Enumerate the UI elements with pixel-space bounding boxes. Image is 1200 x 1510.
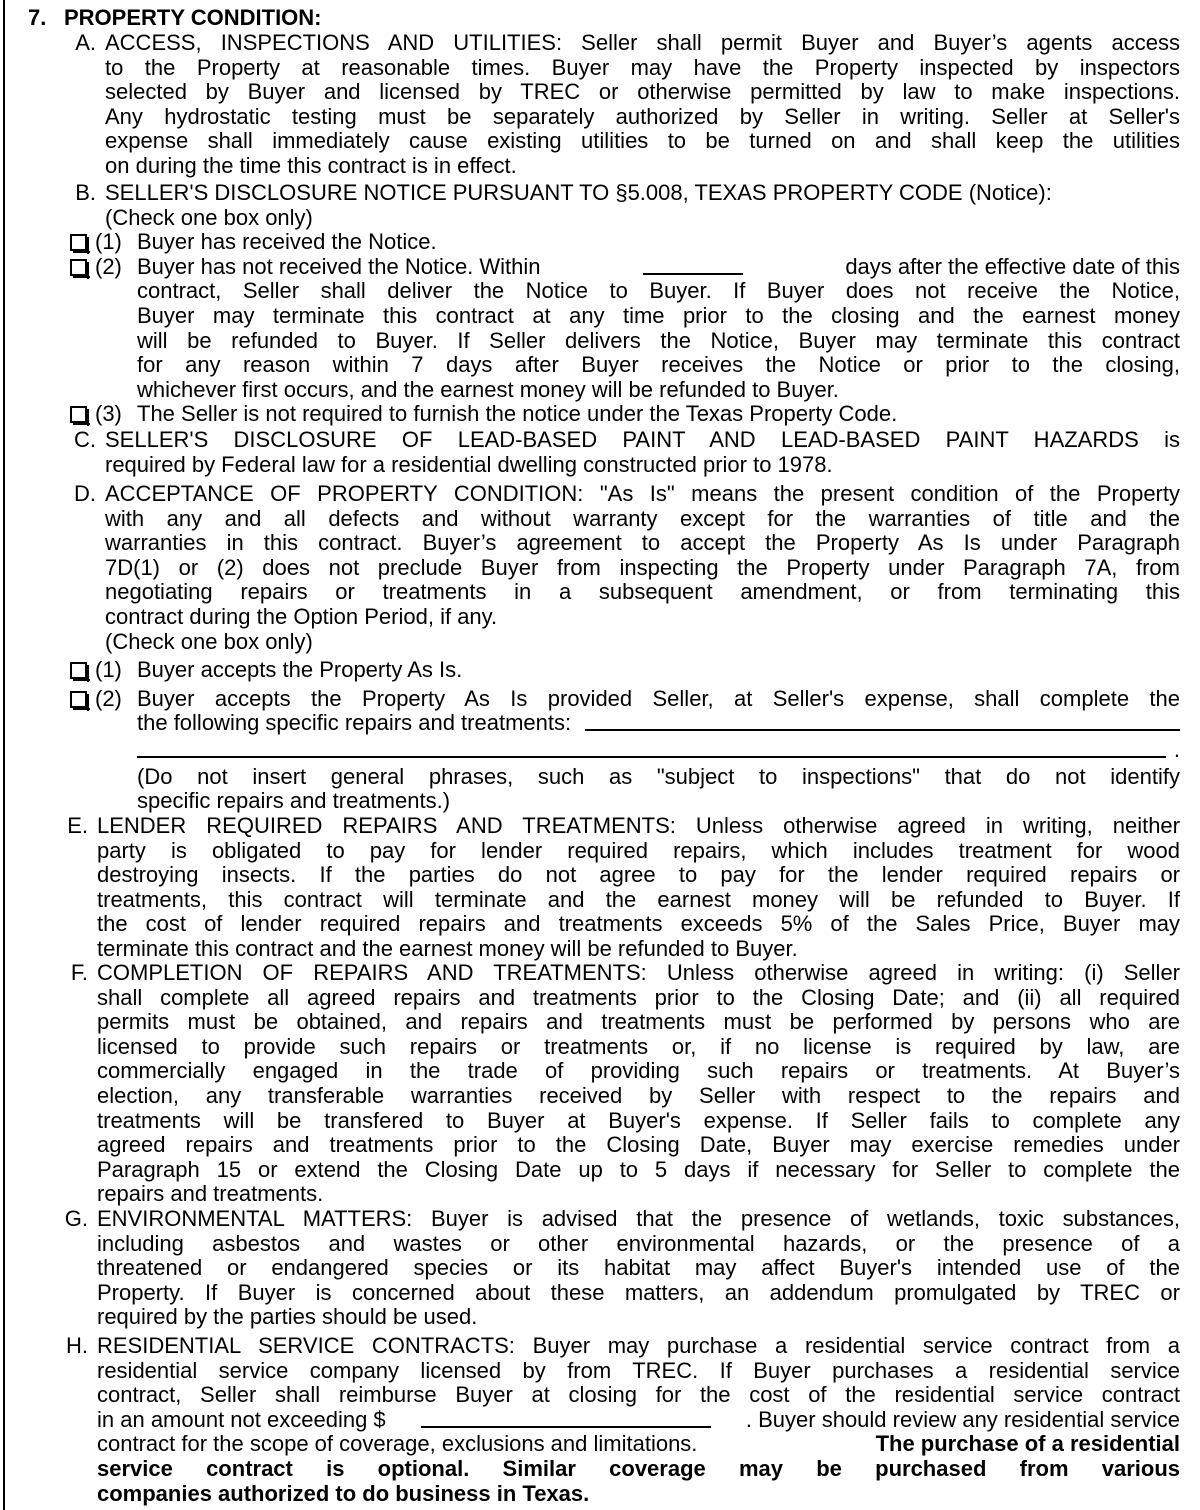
paragraph-c [0, 428, 1200, 477]
option-text-post: days after the effective date of this [845, 253, 1180, 279]
text-line [137, 255, 1180, 280]
text-line: licensed to provide such repairs or treatments or, if no license is required by law, are [97, 1033, 1180, 1059]
text-line: contract during the Option Period, if any. [105, 603, 498, 629]
text-line-bold: companies authorized to do business in Texas. [97, 1480, 590, 1506]
text-line: required by Federal law for a residential dwelling constructed prior to 1978. [105, 451, 833, 477]
checkbox-d2[interactable] [70, 691, 87, 708]
amount-label: in an amount not exceeding $ [97, 1406, 386, 1432]
paragraph-b [0, 181, 1200, 427]
repairs-blank-field-1[interactable] [585, 711, 1180, 731]
text-line: Paragraph 15 or extend the Closing Date up to 5 days if necessary for Seller to complete the [97, 1156, 1180, 1182]
text-line: ACCESS, INSPECTIONS AND UTILITIES: Seller shall permit Buyer and Buyer’s agents access [105, 30, 1180, 55]
paragraph-e [0, 814, 1200, 962]
text-line: whichever first occurs, and the earnest money will be refunded to Buyer. [137, 376, 839, 402]
section-title: PROPERTY CONDITION: [64, 5, 322, 30]
text-line: to the Property at reasonable times. Buyer may have the Property inspected by inspectors [105, 54, 1180, 80]
text-line: party is obligated to pay for lender required repairs, which includes treatment for wood [97, 837, 1180, 863]
text-line: Any hydrostatic testing must be separately authorized by Seller in writing. Seller at Seller's [105, 103, 1180, 129]
checkbox-d1[interactable] [70, 662, 87, 679]
option-number: (2) [95, 253, 122, 279]
paragraph-letter: B. [75, 180, 96, 205]
paragraph-letter: D. [74, 481, 96, 506]
text-line: required by the parties should be used. [97, 1304, 478, 1330]
option-number: (1) [95, 657, 122, 683]
text-line: Property. If Buyer is concerned about these matters, an addendum promulgated by TREC or [97, 1279, 1180, 1305]
text-line: agreed repairs and treatments prior to the Closing Date, Buyer may exercise remedies under [97, 1132, 1180, 1158]
paragraph-letter: F. [70, 960, 88, 985]
text-line: shall complete all agreed repairs and treatments prior to the Closing Date; and (ii) all required [97, 984, 1180, 1010]
text-line: warranties in this contract. Buyer’s agreement to accept the Property As Is under Paragraph [105, 530, 1180, 556]
paragraph-letter: H. [66, 1333, 88, 1358]
paragraph-letter: C. [74, 427, 96, 452]
text-line: on during the time this contract is in effect. [105, 152, 517, 178]
text-line: Buyer accepts the Property As Is provided Seller, at Seller's expense, shall complete the [137, 685, 1180, 711]
text-line: ACCEPTANCE OF PROPERTY CONDITION: "As Is" means the present condition of the Property [105, 481, 1180, 506]
option-number: (3) [95, 401, 122, 427]
text-line: permits must be obtained, and repairs and treatments must be performed by persons who are [97, 1009, 1180, 1035]
text-line: (Do not insert general phrases, such as "subject to inspections" that do not identify [137, 763, 1180, 789]
text-line: selected by Buyer and licensed by TREC or otherwise permitted by law to make inspections. [105, 79, 1180, 105]
text-line: (Check one box only) [105, 628, 313, 654]
text-bold: The purchase of a residential [875, 1431, 1180, 1457]
amount-blank-field[interactable] [421, 1408, 711, 1428]
text-line: terminate this contract and the earnest money will be refunded to Buyer. [97, 935, 798, 961]
text-line: SELLER'S DISCLOSURE OF LEAD-BASED PAINT AND LEAD-BASED PAINT HAZARDS is [105, 427, 1180, 452]
text-line: will be refunded to Buyer. If Seller delivers the Notice, Buyer may terminate this contract [137, 327, 1180, 353]
text-line: for any reason within 7 days after Buyer receives the Notice or prior to the closing, [137, 352, 1180, 378]
text-line: repairs and treatments. [97, 1181, 324, 1207]
text-line: threatened or endangered species or its habitat may affect Buyer's intended use of the [97, 1255, 1180, 1281]
text-line: Buyer may terminate this contract at any time prior to the closing and the earnest money [137, 302, 1180, 328]
option-text: Buyer accepts the Property As Is. [137, 657, 463, 683]
paragraph-letter: G. [64, 1206, 88, 1231]
text-line: RESIDENTIAL SERVICE CONTRACTS: Buyer may purchase a residential service contract from a [97, 1333, 1180, 1358]
text-line-bold: service contract is optional. Similar coverage may be purchased from various [97, 1455, 1180, 1481]
checkbox-b3[interactable] [70, 406, 87, 423]
section-heading [28, 6, 322, 30]
text-plain: contract for the scope of coverage, exclusions and limitations. [97, 1431, 698, 1457]
text-line: LENDER REQUIRED REPAIRS AND TREATMENTS: Unless otherwise agreed in writing, neither [97, 813, 1180, 838]
amount-post-text: . Buyer should review any residential service [745, 1406, 1180, 1432]
paragraph-h [0, 1334, 1200, 1506]
text-line: 7D(1) or (2) does not preclude Buyer from inspecting the Property under Paragraph 7A, from [105, 554, 1180, 580]
text-line: election, any transferable warranties received by Seller with respect to the repairs and [97, 1082, 1180, 1108]
text-line: the cost of lender required repairs and treatments exceeds 5% of the Sales Price, Buyer may [97, 911, 1180, 937]
section-number: 7. [28, 5, 47, 30]
text-line: COMPLETION OF REPAIRS AND TREATMENTS: Unless otherwise agreed in writing: (i) Seller [97, 960, 1180, 985]
text-line [97, 1408, 1180, 1433]
days-blank-field[interactable] [643, 255, 743, 275]
text-line: negotiating repairs or treatments in a subsequent amendment, or from terminating this [105, 579, 1180, 605]
text-line: commercially engaged in the trade of providing such repairs or treatments. At Buyer’s [97, 1058, 1180, 1084]
option-text-pre: Buyer has not received the Notice. Within [137, 253, 541, 279]
text-line [137, 738, 1180, 763]
option-number: (1) [95, 229, 122, 255]
option-text: The Seller is not required to furnish the notice under the Texas Property Code. [137, 401, 898, 427]
text-line: (Check one box only) [105, 204, 313, 230]
text-line: SELLER'S DISCLOSURE NOTICE PURSUANT TO §5.008, TEXAS PROPERTY CODE (Notice): [105, 180, 1052, 205]
paragraph-letter: A. [75, 30, 96, 55]
paragraph-a [0, 31, 1200, 179]
text-line: destroying insects. If the parties do not agree to pay for the lender required repairs or [97, 862, 1180, 888]
text-line [137, 711, 1180, 736]
text-line: treatments will be transfered to Buyer at Buyer's expense. If Seller fails to complete any [97, 1107, 1180, 1133]
option-text: Buyer has received the Notice. [137, 229, 437, 255]
text-line: ENVIRONMENTAL MATTERS: Buyer is advised that the presence of wetlands, toxic substances, [97, 1206, 1180, 1231]
paragraph-f [0, 961, 1200, 1207]
text-line [97, 1432, 1180, 1457]
text-line: contract, Seller shall reimburse Buyer at closing for the cost of the residential service contract [97, 1382, 1180, 1408]
checkbox-b2[interactable] [70, 259, 87, 276]
checkbox-b1[interactable] [70, 234, 87, 251]
period: . [1173, 736, 1180, 762]
paragraph-g [0, 1207, 1200, 1330]
text-line: expense shall immediately cause existing utilities to be turned on and shall keep the utilities [105, 128, 1180, 154]
text-line: including asbestos and wastes or other environmental hazards, or the presence of a [97, 1230, 1180, 1256]
text-line: residential service company licensed by from TREC. If Buyer purchases a residential service [97, 1357, 1180, 1383]
paragraph-letter: E. [67, 813, 88, 838]
repairs-blank-field-2[interactable] [137, 738, 1166, 758]
text-line: contract, Seller shall deliver the Notice to Buyer. If Buyer does not receive the Notice, [137, 278, 1180, 304]
paragraph-d [0, 482, 1200, 814]
option-text: the following specific repairs and treatments: [137, 710, 572, 736]
text-line: treatments, this contract will terminate and the earnest money will be refunded to Buyer. If [97, 886, 1180, 912]
text-line: with any and all defects and without warranty except for the warranties of title and the [105, 505, 1180, 531]
text-line: specific repairs and treatments.) [137, 788, 451, 814]
option-number: (2) [95, 685, 122, 711]
